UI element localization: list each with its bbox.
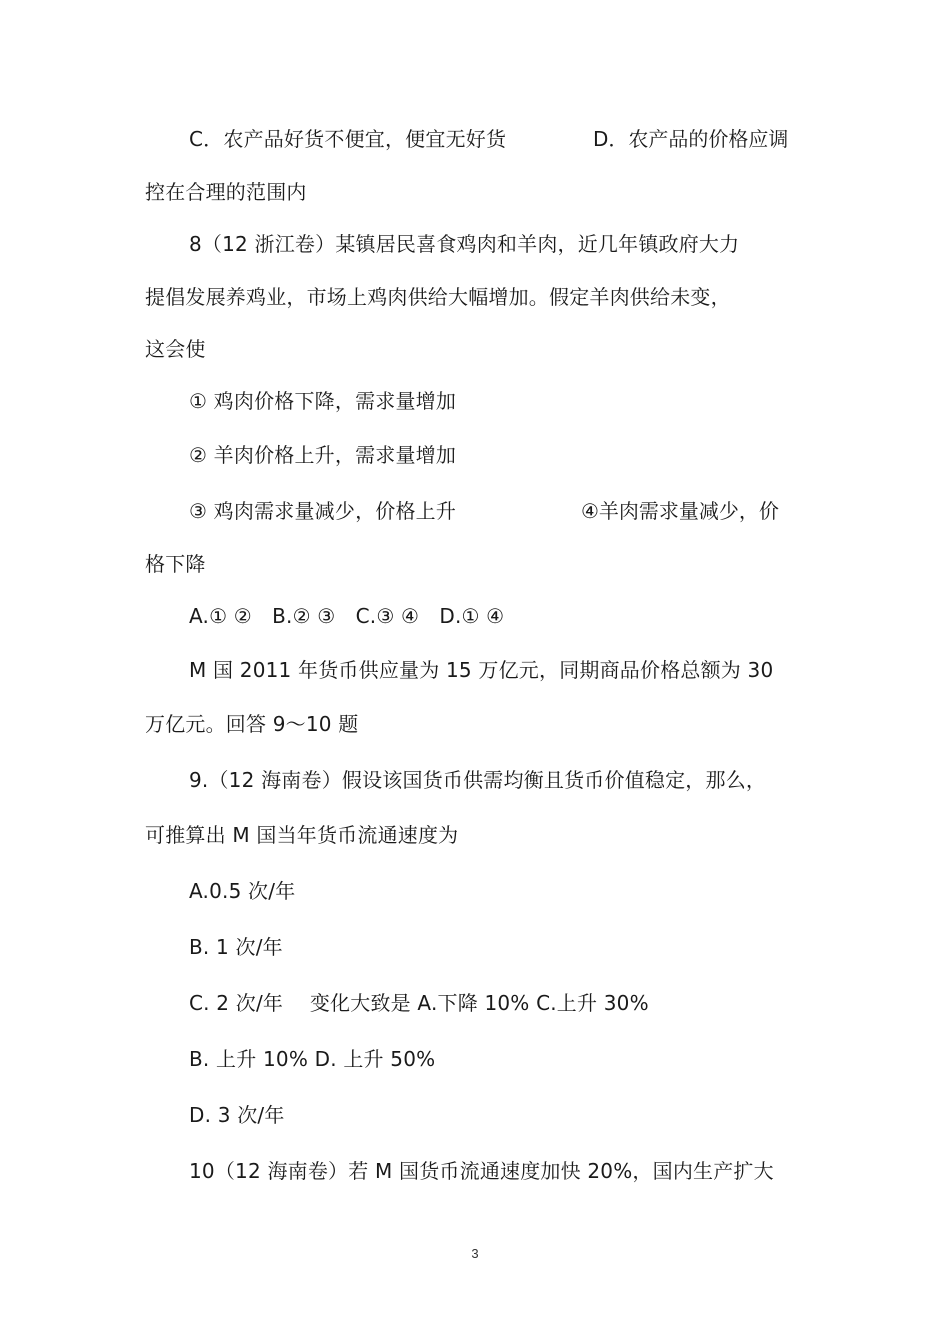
material-intro: M 国 2011 年货币供应量为 15 万亿元，同期商品价格总额为 30	[189, 658, 774, 682]
question-8-stem-line-3: 这会使	[145, 337, 206, 361]
page-number: 3	[471, 1246, 479, 1261]
statement-1: ① 鸡肉价格下降，需求量增加	[189, 389, 457, 413]
question-9-stem: 9.（12 海南卷）假设该国货币供需均衡且货币价值稳定，那么，	[189, 768, 767, 792]
statement-4-continuation: 格下降	[145, 552, 206, 576]
option-c-text: C．农产品好货不便宜，便宜无好货	[189, 127, 507, 151]
question-9-stem-line-2: 可推算出 M 国当年货币流通速度为	[145, 823, 459, 847]
question-9-option-d: D. 3 次/年	[189, 1103, 285, 1127]
question-8-stem-line-2: 提倡发展养鸡业，市场上鸡肉供给大幅增加。假定羊肉供给未变，	[145, 285, 731, 309]
option-d-text: D．农产品的价格应调	[593, 127, 789, 151]
statement-3: ③ 鸡肉需求量减少，价格上升	[189, 499, 457, 523]
statement-2: ② 羊肉价格上升，需求量增加	[189, 443, 457, 467]
question-8-stem: 8（12 浙江卷）某镇居民喜食鸡肉和羊肉，近几年镇政府大力	[189, 232, 740, 256]
statement-4: ④羊肉需求量减少，价	[581, 499, 779, 523]
option-d-continuation: 控在合理的范围内	[145, 180, 307, 204]
question-9-option-a: A.0.5 次/年	[189, 879, 296, 903]
question-9-option-b: B. 1 次/年	[189, 935, 283, 959]
question-10-options-fragment: B. 上升 10% D. 上升 50%	[189, 1047, 436, 1071]
question-8-options: A.① ② B.② ③ C.③ ④ D.① ④	[189, 604, 505, 628]
question-10-stem: 10（12 海南卷）若 M 国货币流通速度加快 20%，国内生产扩大	[189, 1159, 774, 1183]
question-9-option-c: C. 2 次/年 变化大致是 A.下降 10% C.上升 30%	[189, 991, 649, 1015]
material-intro-line-2: 万亿元。回答 9～10 题	[145, 712, 359, 736]
